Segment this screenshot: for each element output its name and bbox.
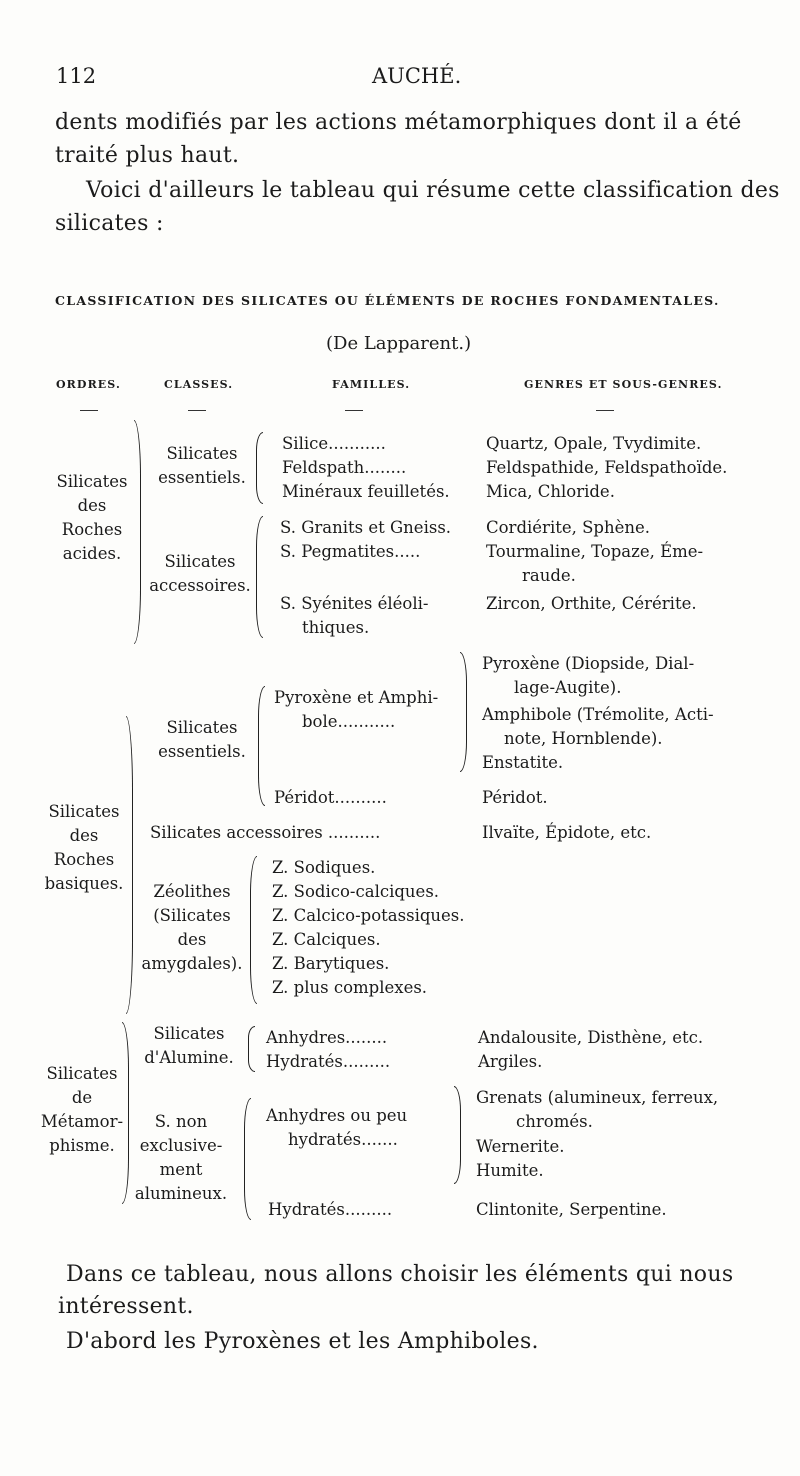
- genre-cell: Mica, Chloride.: [486, 482, 615, 501]
- brace: [244, 1098, 251, 1220]
- brace: [134, 420, 141, 644]
- classe-zeolithes: des: [177, 930, 207, 949]
- column-header-genres: GENRES ET SOUS-GENRES.: [524, 378, 723, 391]
- outro-line: Dans ce tableau, nous allons choisir les éléments qui nous: [66, 1262, 734, 1287]
- famille-cell: Feldspath........: [282, 458, 407, 477]
- classe-basiques-essentiels: Silicates essentiels.: [158, 718, 246, 761]
- genre-cell: Grenats (alumineux, ferreux,: [476, 1088, 719, 1107]
- brace: [256, 516, 263, 638]
- genre-cell: raude.: [522, 566, 576, 585]
- genre-cell: Quartz, Opale, Tvydimite.: [486, 434, 702, 453]
- famille-cell: Z. Sodico-calciques.: [272, 882, 440, 901]
- classe-alumine: Silicates d'Alumine.: [144, 1024, 234, 1067]
- genre-cell: note, Hornblende).: [504, 729, 663, 748]
- ordre-basiques: Silicates des Roches basiques.: [44, 802, 124, 893]
- genre-cell: Andalousite, Disthène, etc.: [478, 1028, 704, 1047]
- page-number: 112: [56, 64, 97, 88]
- table-caption: CLASSIFICATION DES SILICATES OU ÉLÉMENTS DE ROCHES FONDAMENTALES.: [55, 293, 720, 308]
- genre-cell: Cordiérite, Sphène.: [486, 518, 650, 537]
- classe-non-alumineux: S. non exclusive-ment alumineux.: [134, 1112, 228, 1203]
- intro-line: dents modifiés par les actions métamorphiques dont il a été: [55, 110, 742, 135]
- brace: [250, 856, 257, 1004]
- famille-cell: S. Syénites éléoli-: [280, 594, 429, 613]
- column-header-ordres: ORDRES.: [56, 378, 121, 391]
- classe-zeolithes: Zéolithes: [153, 882, 231, 901]
- intro-line: traité plus haut.: [55, 143, 240, 168]
- famille-cell: thiques.: [302, 618, 370, 637]
- classe-basiques-accessoires: Silicates accessoires ..........: [150, 823, 381, 842]
- famille-cell: Z. Calciques.: [272, 930, 381, 949]
- ordre-metamorphisme: Silicates de Métamor-phisme.: [40, 1064, 124, 1155]
- genre-cell: Clintonite, Serpentine.: [476, 1200, 667, 1219]
- genre-cell: Argiles.: [478, 1052, 543, 1071]
- divider: [80, 410, 98, 411]
- divider: [345, 410, 363, 411]
- genre-cell: Zircon, Orthite, Cérérite.: [486, 594, 697, 613]
- famille-cell: Z. plus complexes.: [272, 978, 428, 997]
- table-attribution: (De Lapparent.): [326, 333, 472, 354]
- famille-cell: Silice...........: [282, 434, 386, 453]
- famille-cell: Z. Barytiques.: [272, 954, 390, 973]
- intro-line: silicates :: [55, 211, 164, 236]
- genre-cell: Tourmaline, Topaze, Éme-: [486, 542, 704, 561]
- famille-cell: Minéraux feuilletés.: [282, 482, 450, 501]
- genre-cell: lage-Augite).: [514, 678, 622, 697]
- classe-zeolithes: (Silicates: [153, 906, 231, 925]
- famille-cell: bole...........: [302, 712, 396, 731]
- famille-cell: S. Pegmatites.....: [280, 542, 421, 561]
- famille-cell: Pyroxène et Amphi-: [274, 688, 439, 707]
- brace: [126, 716, 133, 1014]
- famille-cell: Anhydres........: [266, 1028, 388, 1047]
- genre-cell: Ilvaïte, Épidote, etc.: [482, 823, 652, 842]
- famille-cell: hydratés.......: [288, 1130, 398, 1149]
- divider: [596, 410, 614, 411]
- genre-cell: Péridot.: [482, 788, 548, 807]
- classe-acides-essentiels: Silicates essentiels.: [158, 444, 246, 487]
- genre-cell: Humite.: [476, 1161, 544, 1180]
- brace: [460, 652, 467, 772]
- genre-cell: Enstatite.: [482, 753, 564, 772]
- famille-cell: Z. Calcico-potassiques.: [272, 906, 465, 925]
- ordre-acides: Silicates des Roches acides.: [56, 472, 128, 563]
- classe-zeolithes: amygdales).: [141, 954, 243, 973]
- running-title: AUCHÉ.: [372, 64, 462, 88]
- classe-acides-accessoires: Silicates accessoires.: [149, 552, 251, 595]
- divider: [188, 410, 206, 411]
- column-header-familles: FAMILLES.: [332, 378, 411, 391]
- outro-line: D'abord les Pyroxènes et les Amphiboles.: [66, 1329, 539, 1354]
- intro-line: Voici d'ailleurs le tableau qui résume cette classification des: [86, 178, 780, 203]
- famille-cell: Hydratés.........: [266, 1052, 391, 1071]
- famille-cell: Hydratés.........: [268, 1200, 393, 1219]
- brace: [454, 1086, 461, 1184]
- famille-cell: Anhydres ou peu: [266, 1106, 408, 1125]
- column-header-classes: CLASSES.: [164, 378, 234, 391]
- famille-cell: Péridot..........: [274, 788, 387, 807]
- genre-cell: chromés.: [516, 1112, 593, 1131]
- genre-cell: Amphibole (Trémolite, Acti-: [482, 705, 714, 724]
- genre-cell: Wernerite.: [476, 1137, 565, 1156]
- famille-cell: Z. Sodiques.: [272, 858, 376, 877]
- genre-cell: Feldspathide, Feldspathoïde.: [486, 458, 728, 477]
- brace: [256, 432, 263, 504]
- brace: [258, 686, 265, 806]
- genre-cell: Pyroxène (Diopside, Dial-: [482, 654, 695, 673]
- brace: [248, 1026, 255, 1072]
- famille-cell: S. Granits et Gneiss.: [280, 518, 452, 537]
- outro-line: intéressent.: [58, 1294, 194, 1319]
